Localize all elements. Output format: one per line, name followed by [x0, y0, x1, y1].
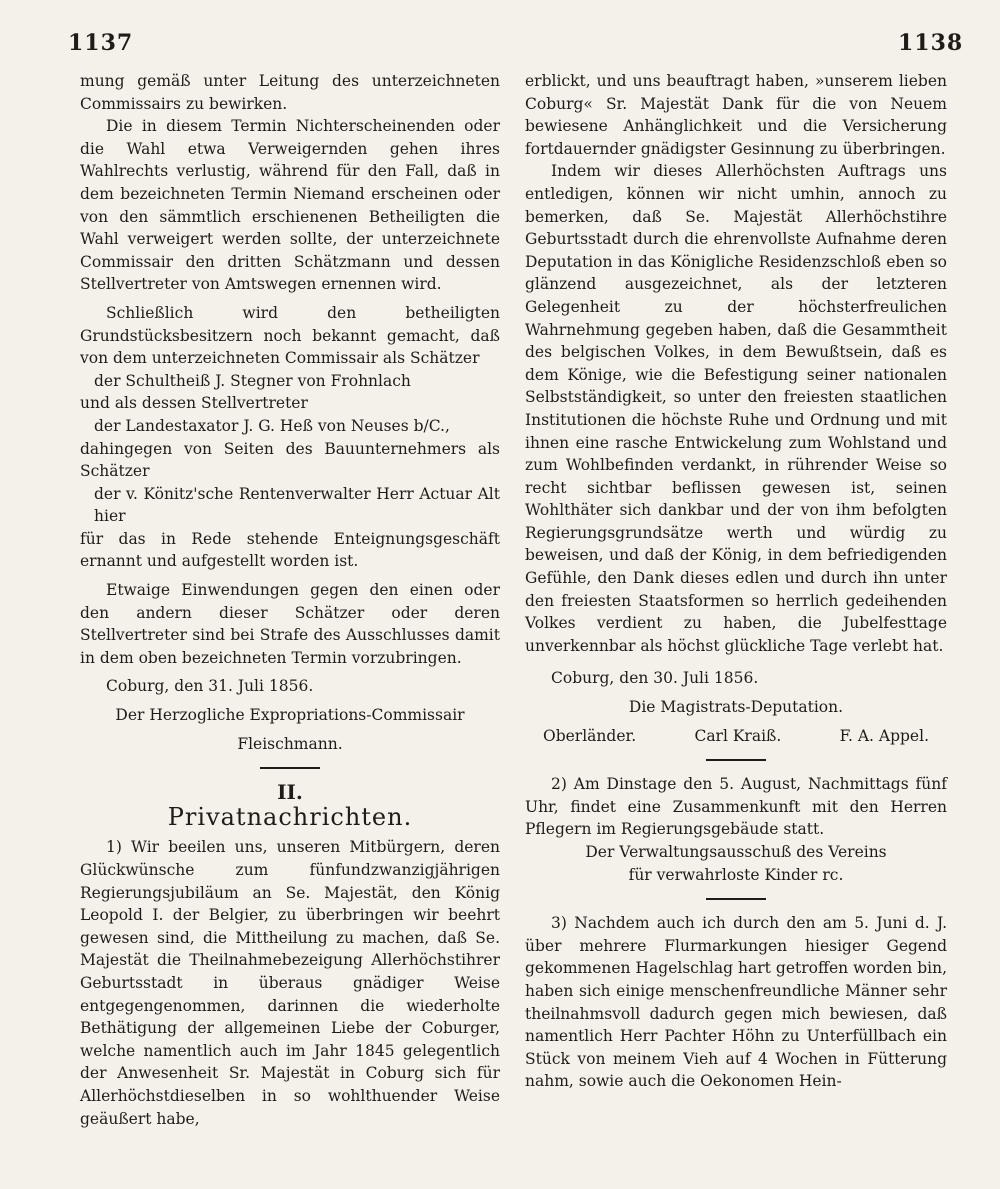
appointee-rentenverwalter: der v. Könitz'sche Rentenverwalter Herr Actuar Alt hier: [94, 484, 500, 526]
left-authority: Der Herzogliche Expropriations-Commissair: [115, 706, 465, 725]
section-heading: Privatnachrichten.: [167, 802, 413, 831]
notice-item-2: 2) Am Dinstage den 5. August, Nachmittags fünf Uhr, findet eine Zusammenkunft mit den Herren Pflegern im Regierungsgebäude statt.: [525, 775, 947, 839]
page-number-left: 1137: [68, 30, 134, 56]
section-number: II.: [277, 780, 303, 805]
left-paragraph-2: Die in diesem Termin Nichterscheinenden oder die Wahl etwa Verweigernden gehen ihres Wahlrechts verlustig, während für den Fall, daß in dem bezeichneten Termin Niemand erscheinen oder von den sämmtlich erschienenen Betheiligten die Wahl verweigert werden sollte, der unterzeichnete Commissair den dritten Schätzmann und dessen Stellvertreter von Amtswegen ernennen wird.: [80, 117, 500, 294]
appointee-schultheiss: der Schultheiß J. Stegner von Frohnlach: [94, 371, 411, 390]
left-signature: Fleischmann.: [237, 734, 343, 753]
appointee-stellvertreter-label: und als dessen Stellvertreter: [80, 394, 308, 413]
notice-item-2-signature-1: Der Verwaltungsausschuß des Vereins: [585, 843, 887, 861]
notice-item-3: 3) Nachdem auch ich durch den am 5. Juni d. J. über mehrere Flurmarkungen hiesiger Gegend gekommenen Hagelschlag hart getroffen worden bin, haben sich einige menschenfreundliche Männer sehr theilnahmsvoll dadurch gegen mich bewiesen, daß namentlich Herr Pachter Höhn zu Unterfüllbach ein Stück von meinem Vieh auf 4 Wochen in Fütterung nahm, sowie auch die Oekonomen Hein-: [525, 914, 947, 1091]
appointee-landestaxator: der Landestaxator J. G. Heß von Neuses b/C.,: [94, 416, 450, 435]
right-authority: Die Magistrats-Deputation.: [628, 698, 844, 717]
appointee-dahingegen: dahingegen von Seiten des Bauunternehmers als Schätzer: [80, 439, 500, 481]
appointee-closing: für das in Rede stehende Enteignungsgeschäft ernannt und aufgestellt worden ist.: [80, 529, 500, 571]
page-number-right: 1138: [898, 30, 964, 56]
left-column: [80, 70, 500, 1130]
right-paragraph-1: erblickt, und uns beauftragt haben, »unserem lieben Coburg« Sr. Majestät Dank für die von Neuem bewiesene Anhänglichkeit und die Versicherung fortdauernder gnädigster Gesinnung zu überbringen.: [525, 72, 947, 158]
right-column: [525, 70, 947, 1093]
notice-divider-1: [706, 759, 766, 761]
left-paragraph-4: Etwaige Einwendungen gegen den einen oder den andern dieser Schätzer oder deren Stellvertreter sind bei Strafe des Ausschlusses damit in dem oben bezeichneten Termin vorzubringen.: [80, 581, 500, 667]
signer-1: Oberländer.: [543, 726, 637, 745]
left-paragraph-3: Schließlich wird den betheiligten Grundstücksbesitzern noch bekannt gemacht, daß von dem unterzeichneten Commissair als Schätzer: [80, 303, 500, 368]
section-divider: [260, 767, 320, 769]
signers-row: [525, 725, 947, 748]
right-date: Coburg, den 30. Juli 1856.: [551, 669, 759, 688]
notice-item-2-signature-2: für verwahrloste Kinder rc.: [628, 865, 844, 884]
right-paragraph-2: Indem wir dieses Allerhöchsten Auftrags uns entledigen, können wir nicht umhin, annoch zu bemerken, daß Se. Majestät Allerhöchstihre Geburtsstadt durch die ehrenvollste Aufnahme deren Deputation in das Königliche Residenzschloß eben so glänzend ausgezeichnet, als der letzteren Gelegenheit zu der höchsterfreulichen Wahrnehmung gegeben haben, daß die Gesammtheit des belgischen Volkes, in dem Bewußtsein, daß es dem Könige, wie die Befestigung seiner nationalen Selbstständigkeit, so unter den freiesten staatlichen Institutionen die höchste Ruhe und Ordnung und mit ihnen eine rasche Entwickelung zum Wohlstand und zum Wohlbefinden verdankt, in rührender Weise so recht sichtbar beflissen gewesen ist, seinen Wohlthäter sich dankbar und der von ihm befolgten Regierungsgrundsätze werth und würdig zu beweisen, und daß der König, in dem befriedigenden Gefühle, den Dank dieses edlen und durch ihn unter den freiesten Staatsformen so herrlich gedeihenden Volkes verdient zu haben, die Jubelfesttage unverkennbar als höchst glückliche Tage verlebt hat.: [525, 162, 947, 655]
signer-3: F. A. Appel.: [839, 726, 929, 745]
notice-divider-2: [706, 898, 766, 900]
left-paragraph-1: mung gemäß unter Leitung des unterzeichneten Commissairs zu bewirken.: [80, 72, 500, 113]
notice-item-1: 1) Wir beeilen uns, unseren Mitbürgern, deren Glückwünsche zum fünfundzwanzigjährigen Regierungsjubiläum an Se. Majestät, den König Leopold I. der Belgier, zu überbringen wir beehrt gewesen sind, die Mittheilung zu machen, daß Se. Majestät die Theilnahmebezeigung Allerhöchstihrer Geburtsstadt in überaus gnädiger Weise entgegengenommen, darinnen die wiederholte Bethätigung der allgemeinen Liebe der Coburger, welche namentlich auch im Jahr 1845 gelegentlich der Anwesenheit Sr. Majestät in Coburg sich für Allerhöchstdieselben in so wohlthuender Weise geäußert habe,: [80, 838, 500, 1128]
signer-2: Carl Kraiß.: [694, 726, 782, 745]
left-date: Coburg, den 31. Juli 1856.: [106, 677, 314, 696]
